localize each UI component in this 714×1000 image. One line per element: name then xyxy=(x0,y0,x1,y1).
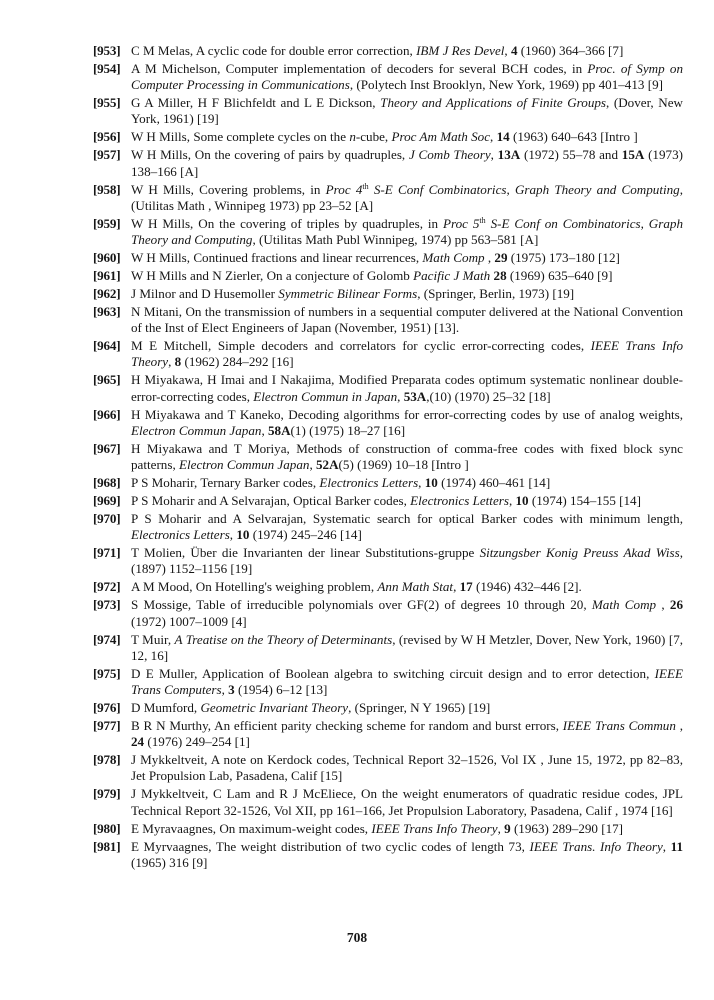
reference-number: [980] xyxy=(93,820,121,836)
reference-volume: 10 xyxy=(424,475,438,491)
reference-number: [957] xyxy=(93,147,121,163)
reference-text-segment: , (Utilitas Math , Winnipeg 1973) pp 23–52 [A] xyxy=(131,181,683,213)
reference-title-italic: IEEE Trans Commun xyxy=(562,718,676,734)
reference-number: [981] xyxy=(93,838,121,854)
superscript: th xyxy=(479,215,486,225)
reference-text-segment: , (revised by W H Metzler, Dover, New York, 1960) [7, 12, 16] xyxy=(131,631,684,663)
reference-title-italic: IEEE Trans Info Theory xyxy=(371,820,498,836)
reference-text xyxy=(131,579,582,594)
reference-volume: 3 xyxy=(228,682,235,698)
reference-text-segment: (1) (1975) 18–27 [16] xyxy=(290,422,406,438)
reference-title-italic: Electron Commun Japan xyxy=(131,422,262,438)
reference-entry xyxy=(93,407,683,439)
reference-number: [956] xyxy=(93,129,121,145)
reference-text xyxy=(131,129,638,144)
reference-text-segment: , xyxy=(497,820,505,836)
reference-text xyxy=(131,286,574,301)
reference-text-segment: , xyxy=(504,43,511,58)
reference-entry xyxy=(93,579,683,595)
reference-text-segment: , (Utilitas Math Publ Winnipeg, 1974) pp 563–581 [A] xyxy=(252,232,539,248)
reference-text xyxy=(131,839,683,870)
reference-text-segment: W H Mills, On the covering of triples by quadruples, in xyxy=(131,215,443,231)
reference-text-segment: N Mitani, On the transmission of numbers in a sequential computer delivered at the National Convention of the Inst of Elect Engineers of Japan (November, 1951) [13]. xyxy=(131,304,683,336)
reference-title-italic: Geometric Invariant Theory xyxy=(200,700,349,716)
reference-title-italic: S-E Conf Combinatorics, Graph Theory and Computing xyxy=(368,181,680,197)
reference-text-segment: P S Moharir, Ternary Barker codes, xyxy=(131,475,320,491)
reference-title-italic: IEEE Trans Info Theory xyxy=(131,338,683,370)
reference-text-segment: , xyxy=(309,457,316,473)
reference-number: [978] xyxy=(93,752,121,768)
reference-text xyxy=(131,700,490,715)
reference-entry xyxy=(93,511,683,543)
reference-text-segment: T Muir, xyxy=(131,631,175,647)
reference-entry xyxy=(93,632,683,664)
reference-text-segment: , xyxy=(490,147,498,163)
reference-title-italic: Pacific J Math xyxy=(413,268,491,284)
reference-entry xyxy=(93,752,683,784)
reference-entry xyxy=(93,666,683,698)
reference-title-italic: Proc 4 xyxy=(325,181,363,197)
reference-volume: 4 xyxy=(510,43,518,58)
reference-entry xyxy=(93,718,683,750)
reference-number: [955] xyxy=(93,95,121,111)
reference-volume: 10 xyxy=(236,527,250,543)
reference-number: [969] xyxy=(93,493,121,509)
reference-volume: 13A xyxy=(497,147,521,163)
reference-number: [975] xyxy=(93,665,121,681)
reference-volume: 17 xyxy=(459,579,473,595)
reference-number: [967] xyxy=(93,440,121,456)
reference-text-segment: S Mossige, Table of irreducible polynomials over GF(2) of degrees 10 through 20, xyxy=(131,597,592,613)
reference-volume: 9 xyxy=(504,820,511,836)
reference-text-segment: , xyxy=(484,250,495,266)
reference-text-segment: (1972) 1007–1009 [4] xyxy=(131,613,247,629)
reference-text-segment: W H Mills, Covering problems, in xyxy=(131,181,326,197)
reference-text-segment: (1976) 249–254 [1] xyxy=(144,734,250,750)
reference-text xyxy=(131,821,623,836)
reference-title-italic: Math Comp xyxy=(591,597,657,613)
reference-entry xyxy=(93,441,683,473)
reference-number: [962] xyxy=(93,286,121,302)
reference-text-segment: , (Polytech Inst Brooklyn, New York, 1969) pp 401–413 [9] xyxy=(349,77,663,93)
reference-text-segment: T Molien, Über die Invarianten der linear Substitutions-gruppe xyxy=(131,545,480,561)
reference-text-segment: E Myravaagnes, On maximum-weight codes, xyxy=(131,820,372,836)
reference-text-segment: E Myrvaagnes, The weight distribution of two cyclic codes of length 73, xyxy=(131,838,530,854)
reference-text xyxy=(131,407,683,438)
reference-text xyxy=(131,95,683,126)
reference-volume: 8 xyxy=(174,354,182,370)
reference-text-segment: G A Miller, H F Blichfeldt and L E Dickson, xyxy=(131,95,381,111)
reference-number: [970] xyxy=(93,511,121,527)
reference-text xyxy=(131,441,683,472)
reference-number: [963] xyxy=(93,304,121,320)
reference-text xyxy=(131,268,612,283)
reference-title-italic: Proc Am Math Soc xyxy=(391,129,491,145)
reference-text-segment: D Mumford, xyxy=(131,700,201,716)
reference-text xyxy=(131,752,683,783)
reference-text-segment: , xyxy=(397,388,404,404)
reference-text-segment: (1974) 154–155 [14] xyxy=(528,493,641,509)
reference-text-segment: A M Mood, On Hotelling's weighing problem, xyxy=(131,579,378,595)
superscript: th xyxy=(362,181,369,191)
reference-text-segment: (1946) 432–446 [2]. xyxy=(472,579,582,595)
reference-text-segment: , (Springer, Berlin, 1973) [19] xyxy=(417,286,575,302)
reference-text xyxy=(131,216,683,247)
reference-title-italic: n xyxy=(349,129,356,145)
reference-text xyxy=(131,182,683,213)
reference-title-italic: Electronics Letters xyxy=(410,493,509,509)
reference-entry xyxy=(93,338,683,370)
reference-volume: 24 xyxy=(131,734,145,750)
reference-volume: 26 xyxy=(669,597,683,613)
reference-entry xyxy=(93,839,683,871)
reference-number: [973] xyxy=(93,597,121,613)
reference-text xyxy=(131,632,683,663)
reference-text-segment: , (Dover, New York, 1961) [19] xyxy=(131,95,684,127)
reference-text xyxy=(131,718,683,749)
reference-text-segment: W H Mills and N Zierler, On a conjecture of Golomb xyxy=(131,268,414,284)
reference-text xyxy=(131,545,683,576)
reference-number: [977] xyxy=(93,718,121,734)
reference-volume: 52A xyxy=(315,457,339,473)
reference-number: [961] xyxy=(93,268,121,284)
reference-entry xyxy=(93,372,683,404)
reference-entry xyxy=(93,95,683,127)
reference-entry xyxy=(93,493,683,509)
reference-text xyxy=(131,338,683,369)
reference-text xyxy=(131,250,620,265)
reference-text-segment: A M Michelson, Computer implementation of decoders for several BCH codes, in xyxy=(131,61,588,76)
reference-entry xyxy=(93,43,683,59)
reference-text-segment: (1973) 138–166 [A] xyxy=(131,147,683,179)
reference-text-segment: B R N Murthy, An efficient parity checking scheme for random and burst errors, xyxy=(131,718,563,734)
reference-text-segment: (1974) 460–461 [14] xyxy=(437,475,551,491)
reference-text xyxy=(131,511,683,542)
reference-number: [972] xyxy=(93,579,121,595)
reference-text-segment: , xyxy=(656,597,670,613)
reference-text-segment: (1974) 245–246 [14] xyxy=(249,527,362,543)
reference-entry xyxy=(93,597,683,629)
reference-text-segment: (1969) 635–640 [9] xyxy=(506,268,613,284)
reference-text-segment: (1963) 640–643 [Intro ] xyxy=(509,129,638,145)
reference-entry xyxy=(93,216,683,248)
reference-entry xyxy=(93,821,683,837)
reference-text xyxy=(131,43,623,58)
reference-title-italic: IEEE Trans. Info Theory xyxy=(529,838,663,854)
reference-number: [971] xyxy=(93,545,121,561)
reference-text xyxy=(131,61,683,92)
reference-text-segment: , xyxy=(675,718,683,734)
reference-text-segment: (1975) 173–180 [12] xyxy=(507,250,620,266)
reference-number: [960] xyxy=(93,250,121,266)
reference-text-segment: , xyxy=(221,682,229,698)
reference-volume: 53A xyxy=(403,388,427,404)
reference-text xyxy=(131,304,683,335)
reference-text-segment: (1954) 6–12 [13] xyxy=(234,682,328,698)
reference-volume: 14 xyxy=(496,129,510,145)
reference-title-italic: Proc. of Symp on Computer Processing in Communications xyxy=(131,61,684,93)
reference-text-segment: , (1897) 1152–1156 [19] xyxy=(131,545,683,577)
reference-entry xyxy=(93,182,683,214)
reference-volume: 11 xyxy=(670,838,684,854)
reference-text-segment: ,(10) (1970) 25–32 [18] xyxy=(426,388,551,404)
reference-entry xyxy=(93,475,683,491)
reference-text-segment: J Mykkeltveit, C Lam and R J McEliece, On the weight enumerators of quadratic residue codes, JPL Technical Report 32-1526, Vol XII, pp 161–166, Jet Propulsion Laboratory, Pasadena, Calif , 1974 [16] xyxy=(131,786,683,818)
reference-number: [959] xyxy=(93,215,121,231)
reference-title-italic: Electron Commun Japan xyxy=(179,457,310,473)
reference-text xyxy=(131,786,683,817)
reference-title-italic: J Comb Theory xyxy=(408,147,491,163)
reference-volume: 15A xyxy=(621,147,645,163)
reference-text-segment: , xyxy=(508,493,516,509)
reference-number: [974] xyxy=(93,631,121,647)
reference-text-segment: M E Mitchell, Simple decoders and correlators for cyclic error-correcting codes, xyxy=(131,338,591,354)
reference-title-italic: Electronics Letters xyxy=(319,475,419,491)
reference-text-segment: C M Melas, A cyclic code for double error correction, xyxy=(131,43,417,58)
reference-title-italic: IBM J Res Devel xyxy=(416,43,505,58)
reference-text-segment: (1960) 364–366 [7] xyxy=(517,43,624,58)
reference-entry xyxy=(93,61,683,93)
reference-entry xyxy=(93,250,683,266)
reference-text-segment: H Miyakawa, H Imai and I Nakajima, Modified Preparata codes optimum systematic nonlinear double-error-correcting codes, xyxy=(131,372,683,404)
reference-text-segment: (5) (1969) 10–18 [Intro ] xyxy=(338,457,469,473)
reference-volume: 29 xyxy=(494,250,508,266)
reference-text-segment: (1972) 55–78 and xyxy=(520,147,622,163)
reference-text-segment: (1965) 316 [9] xyxy=(131,854,208,870)
reference-volume: 10 xyxy=(515,493,529,509)
reference-number: [976] xyxy=(93,700,121,716)
reference-title-italic: Proc 5 xyxy=(442,215,480,231)
reference-text-segment: (1963) 289–290 [17] xyxy=(510,820,624,836)
reference-text-segment: , xyxy=(662,838,671,854)
reference-text-segment: , xyxy=(168,354,175,370)
reference-text-segment: , xyxy=(453,579,460,595)
reference-number: [958] xyxy=(93,181,121,197)
reference-number: [953] xyxy=(93,43,121,58)
reference-title-italic: Electron Commun in Japan xyxy=(253,388,398,404)
reference-text xyxy=(131,666,683,697)
reference-text-segment: , xyxy=(261,422,268,438)
reference-text-segment: P S Moharir and A Selvarajan, Systematic search for optical Barker codes with minimum length, xyxy=(131,511,683,527)
reference-number: [968] xyxy=(93,475,121,491)
reference-text xyxy=(131,493,641,508)
reference-text-segment: J Milnor and D Husemoller xyxy=(131,286,279,302)
reference-list xyxy=(93,43,683,873)
reference-text-segment: W H Mills, On the covering of pairs by quadruples, xyxy=(131,147,409,163)
reference-text-segment: W H Mills, Some complete cycles on the xyxy=(131,129,350,145)
reference-number: [954] xyxy=(93,61,121,76)
reference-text-segment: J Mykkeltveit, A note on Kerdock codes, Technical Report 32–1526, Vol IX , June 15, 1972, pp 82–83, Jet Propulsion Lab, Pasadena, Calif [15] xyxy=(131,752,683,784)
reference-number: [964] xyxy=(93,338,121,354)
reference-entry xyxy=(93,700,683,716)
reference-text xyxy=(131,372,683,403)
reference-text-segment: , xyxy=(418,475,425,491)
reference-entry xyxy=(93,786,683,818)
reference-text xyxy=(131,597,683,628)
reference-title-italic: Sitzungsber Konig Preuss Akad Wiss xyxy=(479,545,680,561)
reference-title-italic: IEEE Trans Computers xyxy=(131,665,683,698)
reference-text xyxy=(131,147,683,178)
reference-entry xyxy=(93,129,683,145)
reference-text-segment: , xyxy=(490,129,497,145)
reference-text-segment: , xyxy=(229,527,237,543)
reference-number: [979] xyxy=(93,786,121,802)
reference-entry xyxy=(93,304,683,336)
reference-text-segment: , (Springer, N Y 1965) [19] xyxy=(348,700,491,716)
reference-text-segment: -cube, xyxy=(355,129,392,145)
reference-text-segment: H Miyakawa and T Moriya, Methods of construction of comma-free codes with fixed block sync patterns, xyxy=(131,440,683,473)
reference-title-italic: Theory and Applications of Finite Groups xyxy=(380,95,607,111)
reference-entry xyxy=(93,545,683,577)
reference-text-segment: H Miyakawa and T Kaneko, Decoding algorithms for error-correcting codes by use of analog weights, xyxy=(131,406,683,422)
reference-title-italic: A Treatise on the Theory of Determinants xyxy=(174,631,393,647)
reference-text-segment: P S Moharir and A Selvarajan, Optical Barker codes, xyxy=(131,493,411,509)
page-number: 708 xyxy=(346,930,368,945)
reference-title-italic: S-E Conf on Combinatorics, Graph Theory and Computing xyxy=(131,215,683,248)
reference-entry xyxy=(93,147,683,179)
reference-text-segment: D E Muller, Application of Boolean algebra to switching circuit design and to error detection, xyxy=(131,665,655,681)
reference-number: [966] xyxy=(93,406,121,422)
reference-title-italic: Electronics Letters xyxy=(131,527,230,543)
reference-text xyxy=(131,475,550,490)
reference-volume: 58A xyxy=(267,422,291,438)
reference-entry xyxy=(93,286,683,302)
reference-volume: 28 xyxy=(493,268,507,284)
reference-title-italic: Symmetric Bilinear Forms xyxy=(278,286,418,302)
reference-text-segment: (1962) 284–292 [16] xyxy=(181,354,294,370)
reference-entry xyxy=(93,268,683,284)
reference-title-italic: Ann Math Stat xyxy=(377,579,454,595)
reference-text-segment: W H Mills, Continued fractions and linear recurrences, xyxy=(131,250,423,266)
reference-title-italic: Math Comp xyxy=(422,250,485,266)
reference-number: [965] xyxy=(93,372,121,388)
